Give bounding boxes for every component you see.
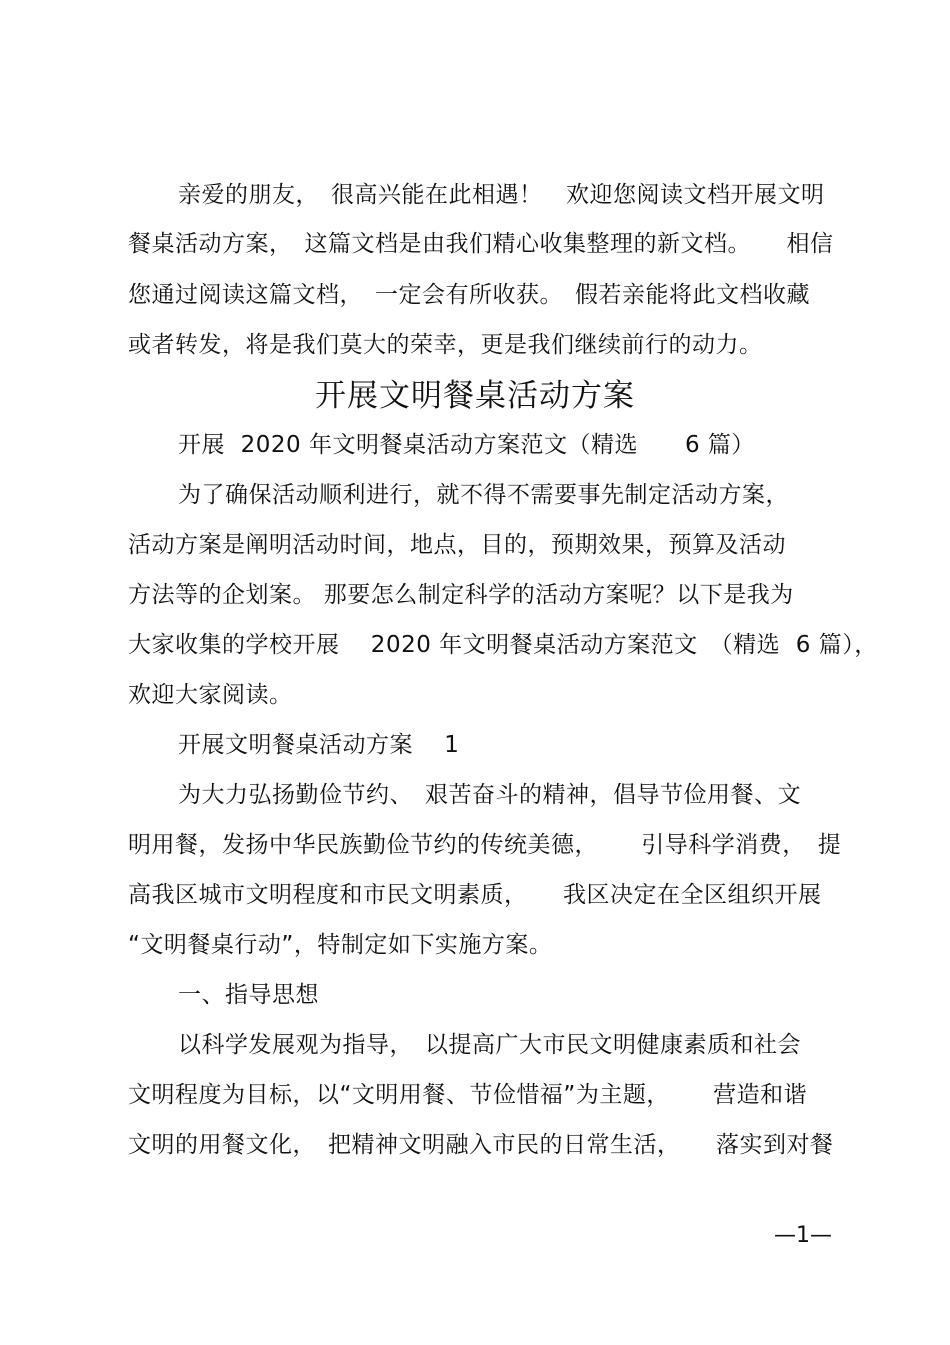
preface-line-4: 大家收集的学校开展 2020 年文明餐桌活动方案范文 （精选 6 篇）， [128, 632, 878, 658]
preface-line-1: 为了确保活动顺利进行，就不得不需要事先制定活动方案， [178, 482, 789, 508]
para2-line-2: 文明程度为目标，以“文明用餐、节俭惜福”为主题， 营造和谐 [128, 1082, 808, 1108]
document-subtitle: 开展 2020 年文明餐桌活动方案范文（精选 6 篇） [178, 432, 755, 458]
preface-line-2: 活动方案是阐明活动时间，地点，目的，预期效果，预算及活动 [128, 532, 786, 558]
page-number: —1— [774, 1223, 832, 1248]
para1-line-2: 明用餐，发扬中华民族勤俭节约的传统美德， 引导科学消费， 提 [128, 832, 842, 858]
para2-line-3: 文明的用餐文化， 把精神文明融入市民的日常生活， 落实到对餐 [128, 1132, 834, 1158]
intro-line-4: 或者转发，将是我们莫大的荣幸，更是我们继续前行的动力。 [128, 332, 763, 358]
intro-line-3: 您通过阅读这篇文档， 一定会有所收获。 假若亲能将此文档收藏 [128, 282, 810, 308]
guiding-heading: 一、指导思想 [178, 982, 319, 1008]
intro-line-2: 餐桌活动方案， 这篇文档是由我们精心收集整理的新文档。 相信 [128, 231, 834, 257]
para1-line-1: 为大力弘扬勤俭节约、 艰苦奋斗的精神，倡导节俭用餐、文 [178, 782, 801, 808]
para1-line-3: 高我区城市文明程度和市民文明素质， 我区决定在全区组织开展 [128, 882, 822, 908]
intro-line-1: 亲爱的朋友， 很高兴能在此相遇！ 欢迎您阅读文档开展文明 [178, 182, 825, 208]
para2-line-1: 以科学发展观为指导， 以提高广大市民文明健康素质和社会 [178, 1032, 801, 1058]
para1-line-4: “文明餐桌行动”，特制定如下实施方案。 [128, 932, 553, 958]
document-title: 开展文明餐桌活动方案 [315, 378, 635, 414]
section-heading: 开展文明餐桌活动方案 1 [178, 732, 460, 758]
preface-line-5: 欢迎大家阅读。 [128, 682, 293, 708]
preface-line-3: 方法等的企划案。 那要怎么制定科学的活动方案呢？以下是我为 [128, 582, 794, 608]
